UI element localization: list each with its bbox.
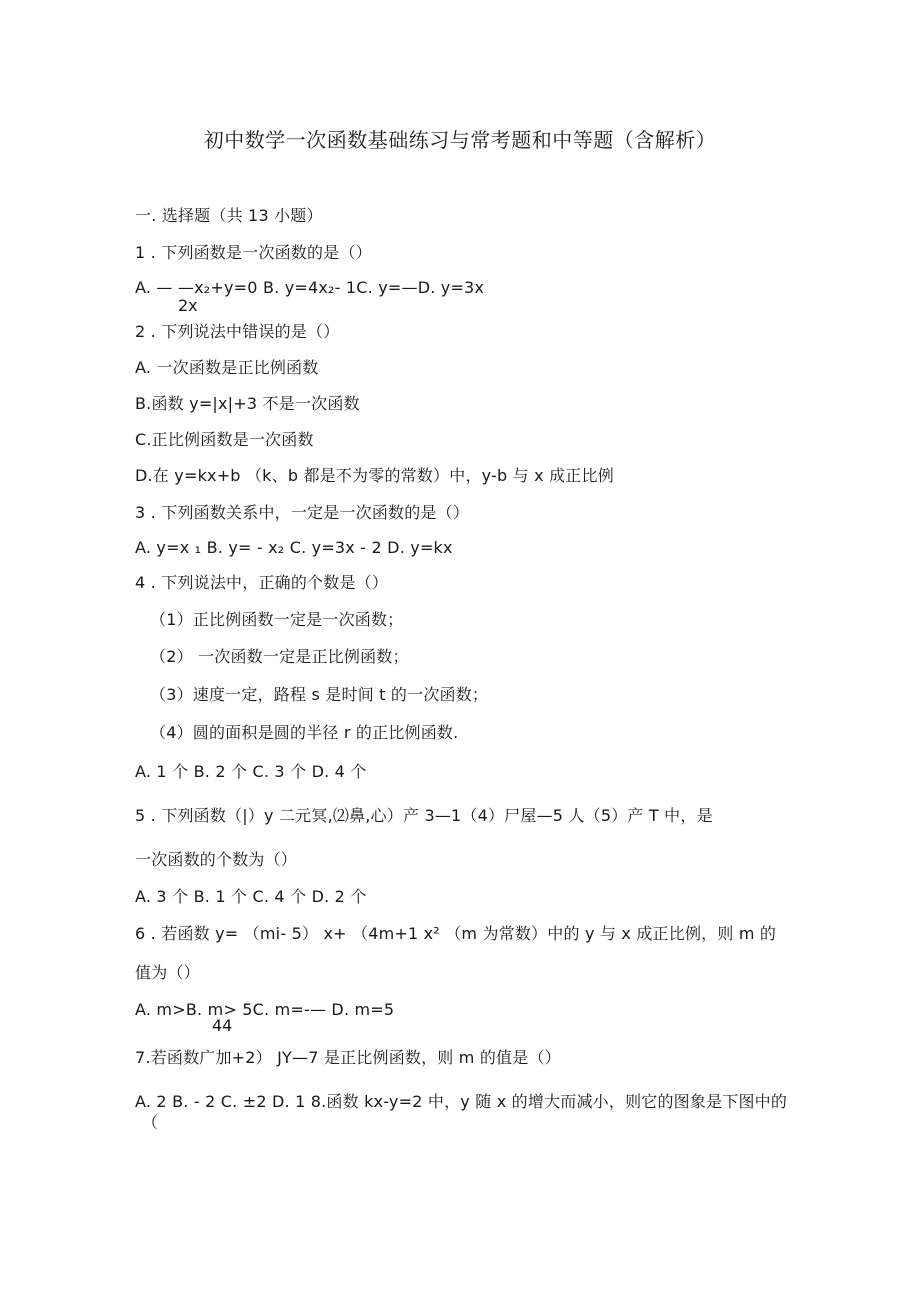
question-6-fraction-denominator: 44 (212, 1016, 233, 1035)
question-3-stem: 3 . 下列函数关系中，一定是一次函数的是（） (135, 503, 470, 522)
question-4-statement-4: （4）圆的面积是圆的半径 r 的正比例函数. (150, 723, 459, 742)
question-2-option-b: B.函数 y=|x|+3 不是一次函数 (135, 394, 360, 413)
question-8-stem-continued: （ (142, 1113, 159, 1132)
question-4-options: A. 1 个 B. 2 个 C. 3 个 D. 4 个 (135, 762, 367, 781)
question-4-statement-3: （3）速度一定，路程 s 是时间 t 的一次函数； (150, 685, 489, 704)
question-2-option-d: D.在 y=kx+b （k、b 都是不为零的常数）中，y-b 与 x 成正比例 (135, 466, 614, 485)
question-4-statement-2: （2） 一次函数一定是正比例函数； (150, 647, 409, 666)
question-6-stem-continued: 值为（） (135, 963, 200, 982)
question-6-stem: 6 . 若函数 y= （mi- 5） x+ （4m+1 x² （m 为常数）中的 y 与 x 成正比例，则 m 的 (135, 924, 777, 943)
document-title: 初中数学一次函数基础练习与常考题和中等题（含解析） (203, 128, 717, 152)
question-3-options: A. y=x ₁ B. y= - x₂ C. y=3x - 2 D. y=kx (135, 538, 453, 557)
question-2-option-c: C.正比例函数是一次函数 (135, 430, 314, 449)
question-5-stem-continued: 一次函数的个数为（） (135, 850, 298, 869)
question-6-options: A. m>B. m> 5C. m=-— D. m=5 (135, 1000, 395, 1019)
question-4-stem: 4 . 下列说法中，正确的个数是（） (135, 573, 389, 592)
question-7-options-and-question-8-stem: A. 2 B. - 2 C. ±2 D. 1 8.函数 kx-y=2 中，y 随 x 的增大而减小，则它的图象是下图中的 (135, 1092, 788, 1111)
question-1-stem: 1 . 下列函数是一次函数的是（） (135, 243, 372, 262)
section-heading: 一. 选择题（共 13 小题） (135, 206, 323, 225)
question-1-fraction-denominator: 2x (178, 296, 198, 315)
question-2-option-a: A. 一次函数是正比例函数 (135, 358, 319, 377)
question-2-stem: 2 . 下列说法中错误的是（） (135, 322, 340, 341)
question-4-statement-1: （1）正比例函数一定是一次函数； (150, 610, 404, 629)
question-5-options: A. 3 个 B. 1 个 C. 4 个 D. 2 个 (135, 887, 367, 906)
question-7-stem: 7.若函数广加+2） JY—7 是正比例函数，则 m 的值是（） (135, 1048, 561, 1067)
question-1-options: A. — —x₂+y=0 B. y=4x₂- 1C. y=—D. y=3x (135, 278, 485, 297)
question-5-stem: 5 . 下列函数（|）y 二元冥,⑵鼻,心）产 3—1（4）尸屋—5 人（5）产 T 中，是 (135, 806, 713, 825)
